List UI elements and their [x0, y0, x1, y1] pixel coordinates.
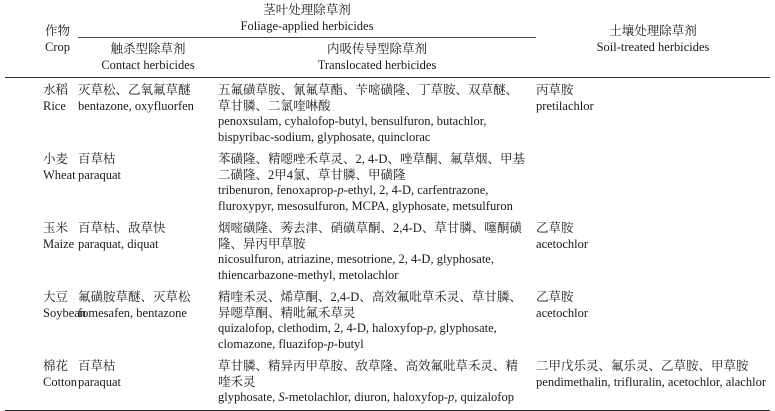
cell-wheat-contact	[78, 147, 218, 216]
table-row-cotton	[5, 354, 770, 411]
contact-zh: 百草枯	[78, 152, 116, 166]
header-contact-en: Contact herbicides	[101, 58, 195, 72]
translocated-zh: 烟嘧磺隆、莠去津、硝磺草酮、2,4-D、草甘膦、噻酮磺隆、异丙甲草胺	[218, 221, 522, 251]
translocated-en: tribenuron, fenoxaprop-p-ethyl, 2, 4-D, carfentrazone, fluroxypyr, mesosulfuron, MCPA, glyphosate, metsulfuron	[218, 183, 513, 213]
contact-zh: 氟磺胺草醚、灭草松	[78, 290, 191, 304]
header-translocated-en: Translocated herbicides	[317, 58, 437, 72]
translocated-en: nicosulfuron, atriazine, mesotrione, 2, 4-D, glyphosate, thiencarbazone-methyl, metolachlor	[218, 252, 494, 282]
cell-maize-contact	[78, 216, 218, 285]
translocated-zh: 五氟磺草胺、氰氟草酯、苄嘧磺隆、丁草胺、双草醚、草甘膦、二氯喹啉酸	[218, 83, 519, 113]
header-crop-en: Crop	[45, 39, 70, 54]
cell-soybean-contact	[78, 285, 218, 354]
cell-maize-crop	[5, 216, 78, 285]
header-soil-zh: 土壤处理除草剂	[609, 23, 697, 38]
crop-name-zh: 棉花	[43, 359, 69, 373]
contact-en: paraquat	[78, 374, 122, 389]
cell-soybean-crop	[5, 285, 87, 354]
cell-cotton-crop	[5, 354, 78, 411]
crop-name-zh: 水稻	[43, 83, 69, 97]
contact-en: fomesafen, bentazone	[78, 305, 187, 320]
cell-cotton-contact	[78, 354, 218, 411]
contact-zh: 百草枯	[78, 359, 116, 373]
header-soil-en: Soil-treated herbicides	[596, 39, 710, 54]
contact-en: bentazone, oxyfluorfen	[78, 98, 194, 113]
cell-soybean-soil	[536, 285, 770, 354]
soil-en: acetochlor	[536, 236, 589, 251]
crop-name-zh: 玉米	[43, 221, 69, 235]
header-crop-zh: 作物	[45, 23, 71, 38]
translocated-zh: 精喹禾灵、烯草酮、2,4-D、高效氟吡草禾灵、草甘膦、异噁草酮、精吡氟禾草灵	[218, 290, 522, 320]
cell-wheat-crop	[5, 147, 78, 216]
header-foliage-zh: 茎叶处理除草剂	[263, 3, 351, 17]
table-row-soybean	[5, 285, 770, 354]
cell-wheat-translocated	[218, 147, 536, 216]
soil-en: pendimethalin, trifluralin, acetochlor, alachlor	[536, 374, 766, 389]
crop-name-en: Cotton	[43, 374, 78, 389]
cell-cotton-soil	[536, 354, 770, 411]
crop-name-zh: 小麦	[43, 152, 69, 166]
crop-name-en: Rice	[43, 98, 66, 113]
header-contact	[78, 38, 218, 78]
header-translocated	[218, 38, 536, 78]
header-crop	[5, 0, 78, 78]
translocated-en: quizalofop, clethodim, 2, 4-D, haloxyfop-p, glyphosate, clomazone, fluazifop-p-butyl	[218, 321, 497, 351]
contact-en: paraquat, diquat	[78, 236, 159, 251]
contact-zh: 灭草松、乙氧氟草醚	[78, 83, 191, 97]
translocated-zh: 草甘膦、精异丙甲草胺、敌草隆、高效氟吡草禾灵、精喹禾灵	[218, 359, 519, 389]
cell-maize-translocated	[218, 216, 536, 285]
translocated-en: penoxsulam, cyhalofop-butyl, bensulfuron, butachlor, bispyribac-sodium, glyphosate, quinclorac	[218, 114, 487, 144]
table-row-wheat	[5, 147, 770, 216]
soil-zh: 乙草胺	[536, 221, 574, 235]
header-contact-zh: 触杀型除草剂	[110, 42, 186, 56]
soil-en: pretilachlor	[536, 98, 594, 113]
cell-rice-translocated	[218, 78, 536, 148]
soil-zh: 乙草胺	[536, 290, 574, 304]
cell-cotton-translocated	[218, 354, 536, 411]
cell-maize-soil	[536, 216, 770, 285]
contact-zh: 百草枯、敌草快	[78, 221, 166, 235]
soil-zh: 丙草胺	[536, 83, 574, 97]
header-translocated-zh: 内吸传导型除草剂	[327, 42, 428, 56]
translocated-zh: 苯磺隆、精噁唑禾草灵、2, 4-D、唑草酮、氟草烟、甲基二磺隆、2甲4氯、草甘膦、甲磺隆	[218, 152, 525, 182]
table-row-rice	[5, 78, 770, 148]
contact-en: paraquat	[78, 167, 122, 182]
crop-name-en: Soybean	[43, 305, 87, 320]
crop-name-zh: 大豆	[43, 290, 69, 304]
table-body	[5, 78, 770, 411]
table-header	[5, 0, 770, 78]
cell-soybean-translocated	[218, 285, 536, 354]
crop-name-en: Maize	[43, 236, 75, 251]
header-foliage-applied	[78, 0, 536, 38]
table-row-maize	[5, 216, 770, 285]
header-soil-treated	[536, 0, 770, 78]
herbicide-table	[5, 0, 770, 411]
soil-en: acetochlor	[536, 305, 589, 320]
soil-zh: 二甲戊乐灵、氟乐灵、乙草胺、甲草胺	[536, 359, 749, 373]
cell-wheat-soil	[536, 147, 770, 216]
crop-name-en: Wheat	[43, 167, 76, 182]
cell-rice-contact	[78, 78, 218, 148]
translocated-en: glyphosate, S-metolachlor, diuron, haloxyfop-p, quizalofop	[218, 390, 514, 404]
cell-rice-soil	[536, 78, 770, 148]
header-foliage-en: Foliage-applied herbicides	[240, 19, 374, 33]
cell-rice-crop	[5, 78, 78, 148]
